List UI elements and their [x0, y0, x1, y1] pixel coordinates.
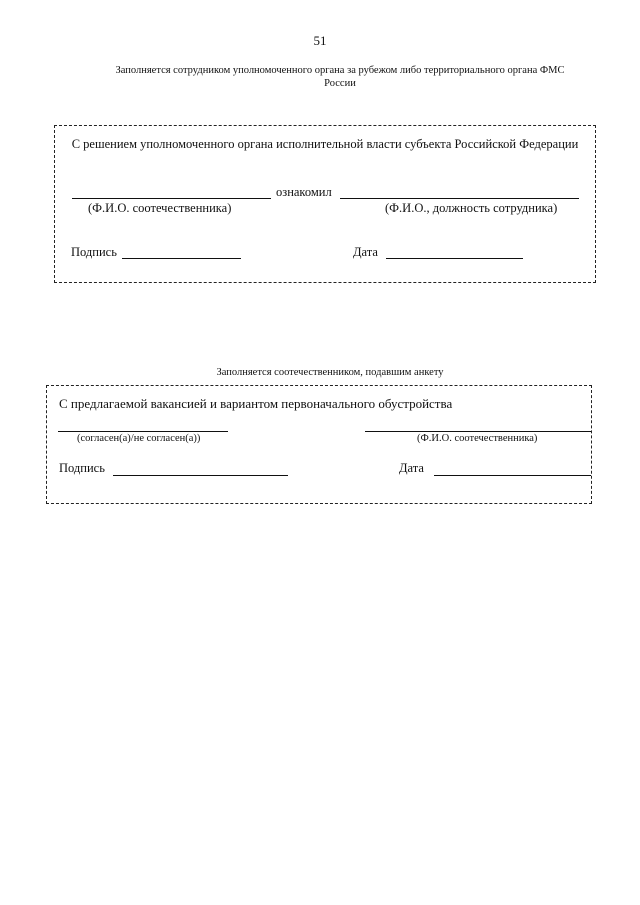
- decision-heading: С решением уполномоченного органа исполнительной власти субъекта Российской Федерации: [71, 137, 579, 151]
- section-2-note: Заполняется соотечественником, подавшим анкету: [216, 367, 444, 378]
- date-label: Дата: [353, 245, 378, 259]
- compatriot-name-caption: (Ф.И.О. соотечественника): [417, 433, 538, 444]
- date-line: [386, 258, 523, 259]
- compatriot-name-line: [365, 431, 591, 432]
- compatriot-name-caption: (Ф.И.О. соотечественника): [88, 201, 232, 215]
- acquainted-label: ознакомил: [276, 185, 332, 199]
- signature-label: Подпись: [59, 461, 105, 475]
- page-number: 51: [313, 33, 327, 48]
- agree-line: [58, 431, 228, 432]
- compatriot-consent-box: [46, 385, 592, 504]
- signature-line: [122, 258, 241, 259]
- compatriot-name-line: [72, 198, 271, 199]
- agree-caption: (согласен(а)/не согласен(а)): [77, 433, 201, 444]
- section-1-note: Заполняется сотрудником уполномоченного органа за рубежом либо территориального органа ФМС России: [115, 65, 565, 89]
- employee-name-line: [340, 198, 579, 199]
- signature-label: Подпись: [71, 245, 117, 259]
- employee-name-caption: (Ф.И.О., должность сотрудника): [385, 201, 558, 215]
- signature-line: [113, 475, 288, 476]
- vacancy-statement: С предлагаемой вакансией и вариантом первоначального обустройства: [59, 396, 453, 411]
- employee-acquaintance-box: [54, 125, 596, 283]
- date-line: [434, 475, 591, 476]
- date-label: Дата: [399, 461, 424, 475]
